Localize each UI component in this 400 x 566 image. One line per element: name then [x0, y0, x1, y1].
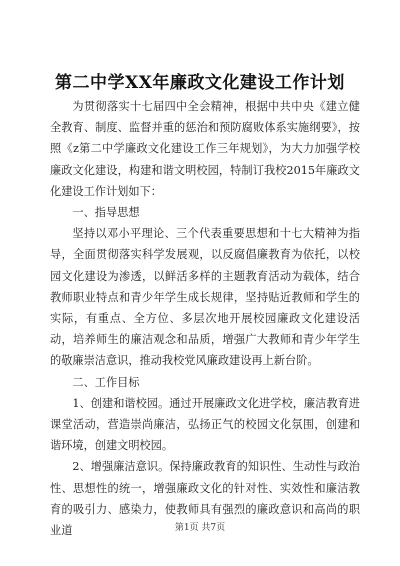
goal-harmonious-campus-paragraph: 1、创建和谐校园。通过开展廉政文化进学校，廉洁教育进课堂活动，营造崇尚廉洁，弘扬正气的校园文化氛围，创建和谐环境，创建文明校园。: [50, 396, 360, 453]
section-heading-guiding-ideology: 一、指导思想: [72, 206, 140, 220]
page-number-footer: 第1页 共7页: [174, 523, 226, 533]
goal-integrity-awareness-paragraph: 2、增强廉洁意识。保持廉政教育的知识性、生动性与政治性、思想性的统一，增强廉政文化的针对性、实效性和廉洁教育的吸引力、感染力，使教师具有强烈的廉政意识和高尚的职业道: [50, 460, 360, 538]
document-body: [50, 96, 360, 541]
intro-paragraph: 为贯彻落实十七届四中全会精神，根据中共中央《建立健全教育、制度、监督并重的惩治和预防腐败体系实施纲要》，按照《z第二中学廉政文化建设工作三年规划》，为大力加强学校廉政文化建设，构建和谐文明校园，特制订我校2015年廉政文化建设工作计划如下：: [50, 100, 360, 198]
section-heading-work-goals: 二、工作目标: [72, 375, 140, 389]
document-title: 第二中学XX年廉政文化建设工作计划: [55, 73, 345, 93]
guiding-ideology-paragraph: 坚持以邓小平理论、三个代表重要思想和十七大精神为指导，全面贯彻落实科学发展观，以反腐倡廉教育为依托，以校园文化建设为渗透，以鲜活多样的主题教育活动为载体，结合教师职业特点和青少年学生成长规律，坚持贴近教师和学生的实际，有重点、全方位、多层次地开展校园廉政文化建设活动，培养师生的廉洁观念和品质，增强广大教师和青少年学生的敬廉崇洁意识，推动我校党风廉政建设再上新台阶。: [50, 227, 360, 368]
